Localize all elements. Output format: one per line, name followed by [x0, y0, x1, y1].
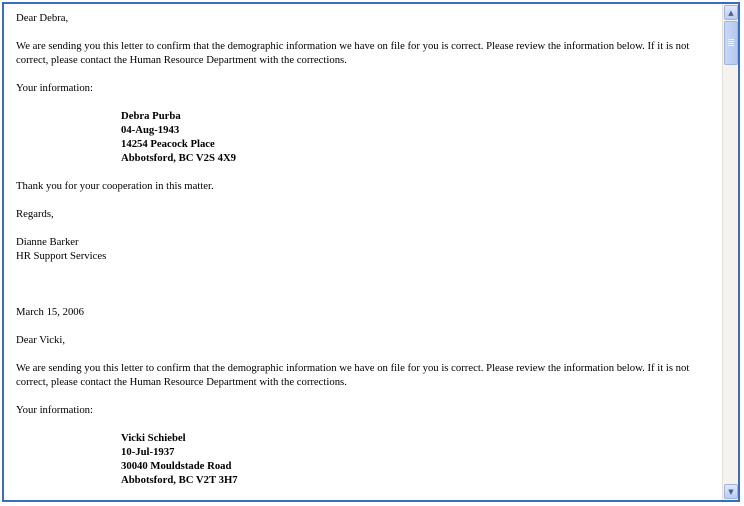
closing: Regards,	[16, 208, 54, 220]
info-birthdate: 04-Aug-1943	[121, 124, 180, 136]
scroll-up-button[interactable]	[724, 5, 738, 20]
letter-body: We are sending you this letter to confirm that the demographic information we have on file for you is correct. Please review the information below. If it is not correct, please contact the Human Resource Department with the corrections.	[16, 362, 690, 388]
info-name: Debra Purba	[121, 110, 181, 122]
letter-date: March 15, 2006	[16, 306, 84, 318]
info-street: 14254 Peacock Place	[121, 138, 215, 150]
info-city: Abbotsford, BC V2T 3H7	[121, 474, 238, 486]
salutation: Dear Debra,	[16, 12, 69, 24]
vertical-scrollbar[interactable]	[722, 4, 738, 500]
info-birthdate: 10-Jul-1937	[121, 446, 175, 458]
info-block	[121, 431, 716, 487]
scroll-down-button[interactable]	[724, 484, 738, 499]
scroll-thumb[interactable]	[724, 21, 738, 65]
info-label: Your information:	[16, 404, 93, 416]
signer-name: Dianne Barker	[16, 236, 79, 248]
info-label: Your information:	[16, 82, 93, 94]
document-window	[2, 2, 740, 502]
salutation: Dear Vicki,	[16, 334, 66, 346]
info-block	[121, 109, 716, 165]
letter-document	[16, 11, 716, 500]
info-street: 30040 Mouldstade Road	[121, 460, 232, 472]
signer-title: HR Support Services	[16, 250, 107, 262]
info-name: Vicki Schiebel	[121, 432, 186, 444]
chevron-down-icon: ▼	[728, 487, 734, 496]
letter-separator	[16, 263, 716, 305]
info-city: Abbotsford, BC V2S 4X9	[121, 152, 237, 164]
letter-body: We are sending you this letter to confirm that the demographic information we have on file for you is correct. Please review the information below. If it is not correct, please contact the Human Resource Department with the corrections.	[16, 40, 690, 66]
chevron-up-icon: ▲	[728, 8, 734, 17]
document-viewport	[4, 4, 724, 500]
thanks-line: Thank you for your cooperation in this matter.	[16, 180, 214, 192]
